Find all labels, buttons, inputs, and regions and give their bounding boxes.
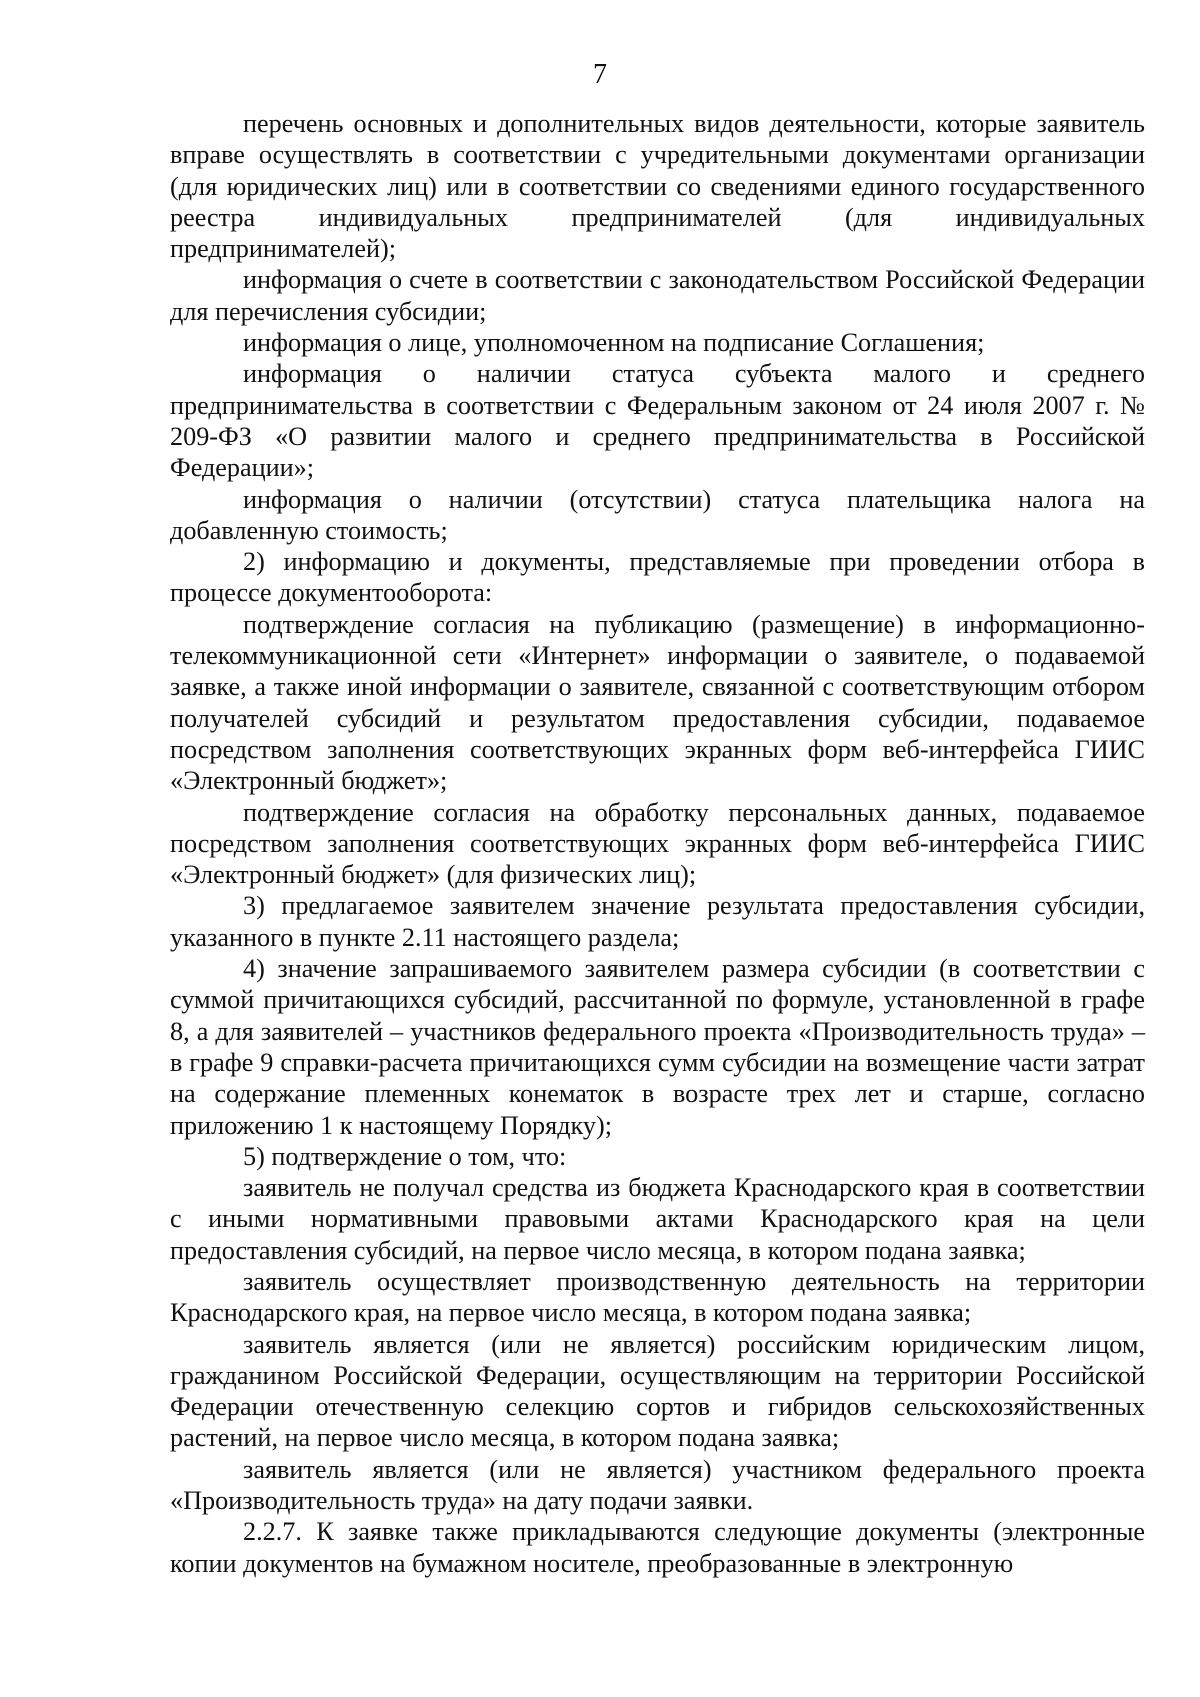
paragraph: подтверждение согласия на обработку персональных данных, подаваемое посредством заполнения соответствующих экранных форм веб-интерфейса ГИИС «Электронный бюджет» (для физических лиц); <box>170 797 1145 890</box>
paragraph: заявитель осуществляет производственную деятельность на территории Краснодарского края, на первое число месяца, в котором подана заявка; <box>170 1266 1145 1328</box>
paragraph: заявитель является (или не является) российским юридическим лицом, гражданином Российской Федерации, осуществляющим на территории Российской Федерации отечественную селекцию сортов и гибридов сельскохозяйственных растений, на первое число месяца, в котором подана заявка; <box>170 1329 1145 1453</box>
paragraph: 3) предлагаемое заявителем значение результата предоставления субсидии, указанного в пункте 2.11 настоящего раздела; <box>170 891 1145 952</box>
page-number: 7 <box>593 59 607 90</box>
paragraph: 4) значение запрашиваемого заявителем размера субсидии (в соответствии с суммой причитающихся субсидий, рассчитанной по формуле, установленной в графе 8, а для заявителей – участников федерального проекта «Производительность труда» – в графе 9 справки-расчета причитающихся сумм субсидии на возмещение части затрат на содержание племенных конематок в возрасте трех лет и старше, согласно приложению 1 к настоящему Порядку); <box>170 954 1145 1140</box>
paragraph: информация о наличии статуса субъекта малого и среднего предпринимательства в соответствии с Федеральным законом от 24 июля 2007 г. № 209-ФЗ «О развитии малого и среднего предпринимательства в Российской Федерации»; <box>170 359 1145 483</box>
paragraph: информация о лице, уполномоченном на подписание Соглашения; <box>243 328 985 358</box>
document-body <box>170 108 1145 1579</box>
paragraph: 5) подтверждение о том, что: <box>243 1141 567 1171</box>
paragraph: информация о счете в соответствии с законодательством Российской Федерации для перечисления субсидии; <box>170 265 1145 326</box>
paragraph: 2) информацию и документы, представляемые при проведении отбора в процессе документооборота: <box>170 547 1145 608</box>
paragraph: подтверждение согласия на публикацию (размещение) в информационно-телекоммуникационной сети «Интернет» информации о заявителе, о подаваемой заявке, а также иной информации о заявителе, связанной с соответствующим отбором получателей субсидий и результатом предоставления субсидии, подаваемое посредством заполнения соответствующих экранных форм веб-интерфейса ГИИС «Электронный бюджет»; <box>170 609 1145 796</box>
paragraph: перечень основных и дополнительных видов деятельности, которые заявитель вправе осуществлять в соответствии с учредительными документами организации (для юридических лиц) или в соответствии со сведениями единого государственного реестра индивидуальных предпринимателей (для индивидуальных предпринимателей); <box>170 109 1145 264</box>
paragraph: информация о наличии (отсутствии) статуса плательщика налога на добавленную стоимость; <box>170 484 1145 545</box>
paragraph: заявитель является (или не является) участником федерального проекта «Производительность труда» на дату подачи заявки. <box>170 1454 1145 1516</box>
paragraph: 2.2.7. К заявке также прикладываются следующие документы (электронные копии документов на бумажном носителе, преобразованные в электронную <box>170 1517 1145 1578</box>
paragraph: заявитель не получал средства из бюджета Краснодарского края в соответствии с иными нормативными правовыми актами Краснодарского края на цели предоставления субсидий, на первое число месяца, в котором подана заявка; <box>170 1173 1145 1265</box>
